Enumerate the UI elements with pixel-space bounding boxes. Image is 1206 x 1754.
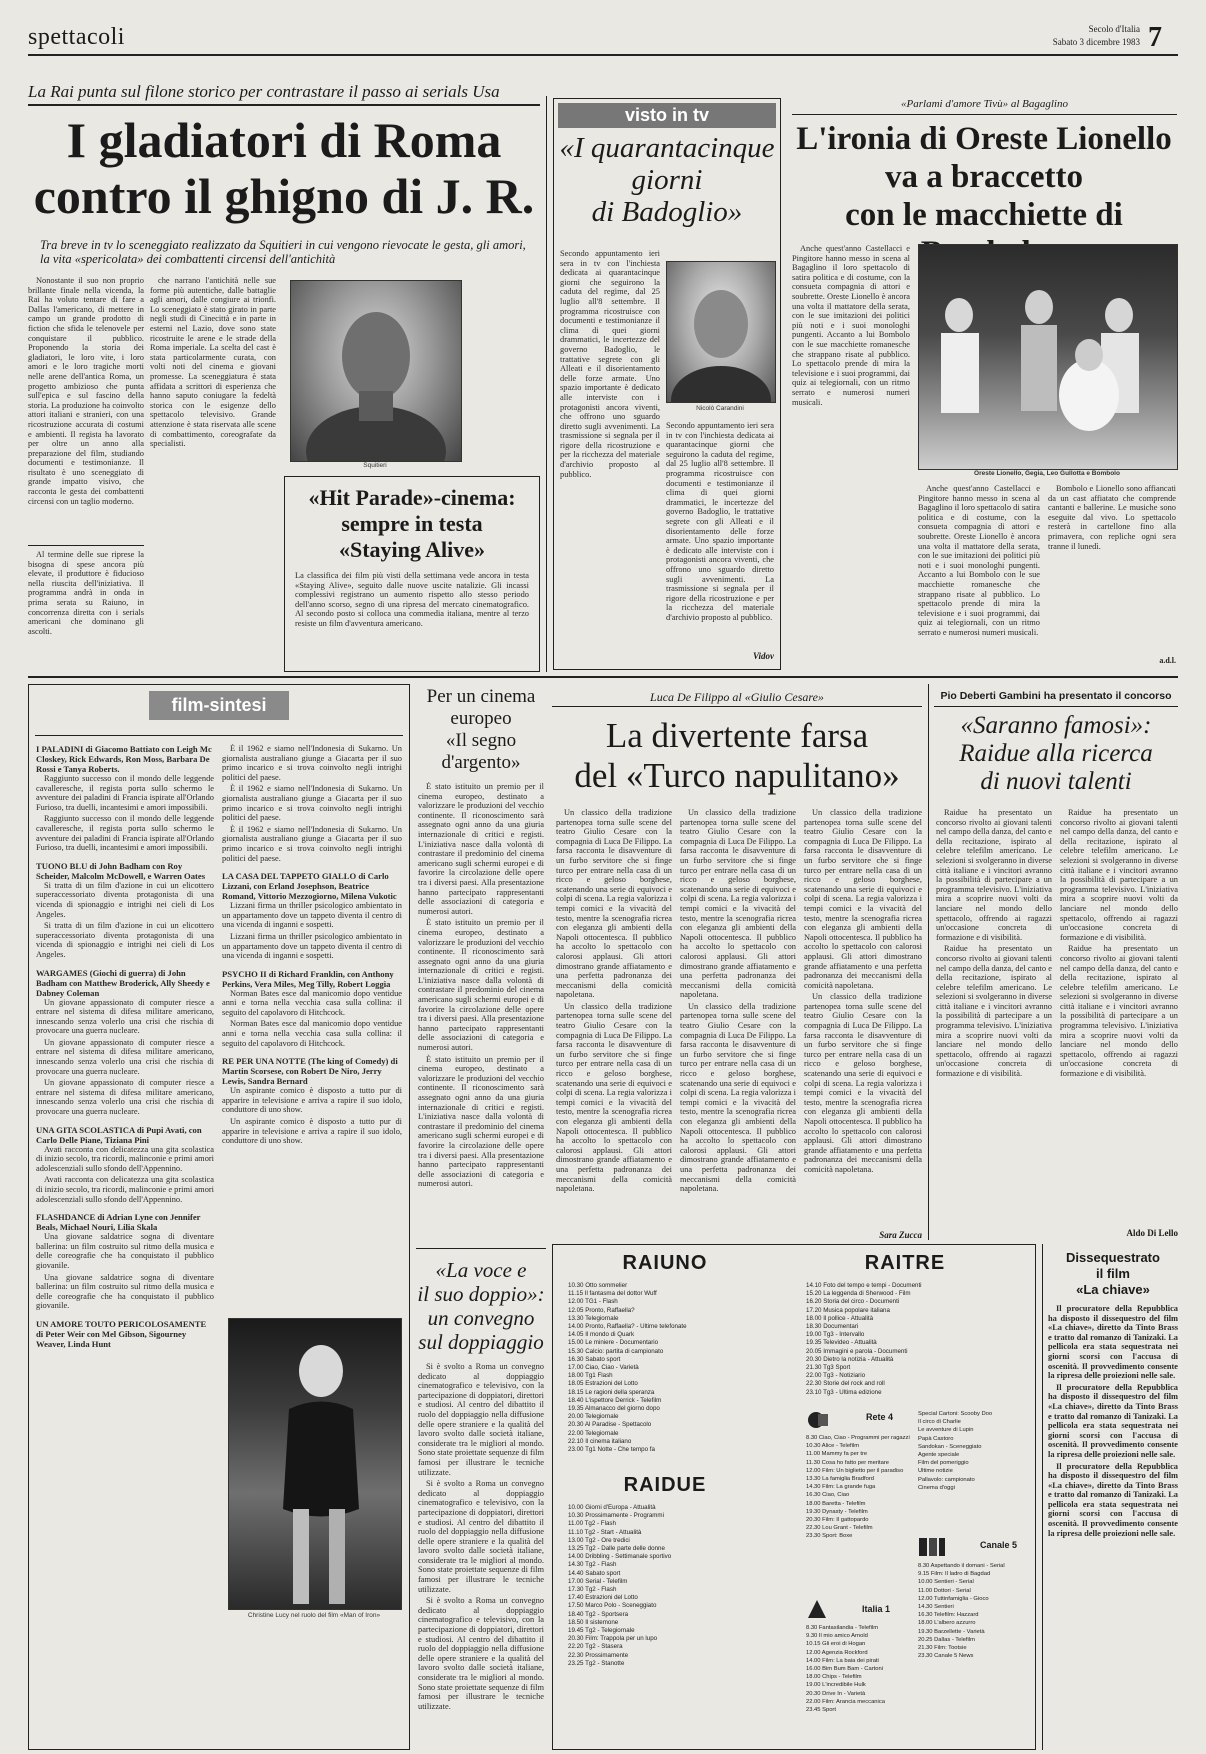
mid-rule: [28, 676, 1178, 678]
famosi-title-line1: «Saranno famosi»:: [960, 712, 1152, 739]
rete4-item: 22.30 Lou Grant - Telefilm: [806, 1525, 873, 1532]
turco-title-line2: del «Turco napulitano»: [574, 756, 900, 795]
film-entry-3-text-c: Un giovane appassionato di computer riesce a entrare nel sistema di difesa militare americano, innescando senza volerlo una crisi che rischia di provocare una guerra nucleare.: [36, 1078, 214, 1117]
canale5-listing: [918, 1562, 1030, 1742]
lead-subtitle: Tra breve in tv lo sceneggiato realizzato da Squitieri in cui vengono rievocate le gesta, gli amori, la vita «spericolata» dei combattenti circensi dell'antichità: [40, 238, 526, 266]
raitre-item: 23.10 Tg3 - Ultima edizione: [806, 1388, 882, 1396]
italia1-item: 22.00 Film: Arancia meccanica: [806, 1698, 885, 1705]
film-entry-7-text-b: È il 1962 e siamo nell'Indonesia di Sukarno. Un giornalista australiano giunge a Giacarta per il suo primo incarico e si trova coinvolto negli intrighi politici del paese.: [222, 784, 402, 823]
film-entry-1: [36, 744, 214, 855]
raidue-item: 14.40 Sabato sport: [568, 1569, 621, 1577]
italia1-item: 9.30 Il mio amico Arnold: [806, 1633, 868, 1640]
raitre-item: 19.00 Tg3 - Intervallo: [806, 1331, 865, 1339]
famosi-col2-text-a: Raidue ha presentato un concorso rivolto ai giovani talenti nel campo della danza, del canto e della recitazione, ispirato al celebre telefilm americano. Le selezioni si svolgeranno in diverse città italiane e i vincitori avranno la possibilità di partecipare a un programma televisivo. L'iniziativa mira a scoprire nuovi volti da lanciare nel mondo dello spettacolo, offrendo ai ragazzi un'occasione concreta di formazione e di visibilità.: [1060, 808, 1178, 942]
famosi-title-line2: Raidue alla ricerca: [959, 740, 1153, 767]
col-rule-c: [1042, 1244, 1043, 1750]
canale5-item: 16.30 Telefilm: Hazzard: [918, 1612, 979, 1619]
raiuno-item: 18.05 Estrazioni del Lotto: [568, 1380, 638, 1388]
filmsintesi-rule: [35, 735, 403, 736]
italia1-item: 10.15 Gli eroi di Hogan: [806, 1641, 866, 1648]
raidue-logo: RAIDUE: [623, 1474, 707, 1496]
film-entry-1-title: I PALADINI di Giacomo Battiato con Leigh Mc Closkey, Rick Edwards, Ron Moss, Barbara De Rossi e Tanya Roberts.: [36, 744, 212, 774]
raitre-item: 20.30 Dietro la notizia - Attualità: [806, 1355, 894, 1363]
tv-title-line3: di Badoglio»: [591, 196, 743, 228]
voce-text-c: Si è svolto a Roma un convegno dedicato al doppiaggio cinematografico e televisivo, con la partecipazione di doppiatori, direttori e studiosi. Al centro del dibattito il ruolo del doppiaggio nella diffusione delle opere straniere e la qualità del lavoro svolto dalle società italiane, considerate tra le migliori al mondo. Sono state proiettate sequenze di film famosi per illustrare le tecniche utilizzate.: [418, 1596, 544, 1711]
film-entry-3: [36, 968, 214, 1119]
hitparade-box: [284, 476, 540, 672]
carandini-photo: [666, 261, 776, 403]
canale5-item: 20.25 Dallas - Telefilm: [918, 1636, 975, 1643]
film-entry-7: [222, 744, 402, 865]
col5-item: Ultime notizie: [918, 1468, 953, 1475]
film-entry-2: [36, 861, 214, 962]
lionello-col1-text: Anche quest'anno Castellacci e Pingitore hanno messo in scena al Bagaglino il loro spettacolo di satira politica e di costume, con la consueta compagnia di attori e soubrette. Oreste Lionello è ancora una volta il mattatore della serata, con le sue imitazioni dei politici più noti e i suoi monologhi pungenti. Accanto a lui Bombolo con le sue macchiette romanesche che strappano risate al pubblico. Lo spettacolo prende di mira la televisione e i suoi programmi, dai quiz ai telegiornali, con un ritmo serrato e numerosi numeri musicali.: [792, 244, 910, 407]
turco-kicker: Luca De Filippo al «Giulio Cesare»: [650, 690, 824, 704]
canale5-label: Canale 5: [980, 1540, 1018, 1550]
lionello-title-line1: L'ironia di Oreste Lionello: [796, 121, 1172, 157]
turco-kicker-rule: [552, 706, 922, 707]
raiuno-item: 15.30 Calcio: partita di campionato: [568, 1347, 664, 1355]
tv-text-left: Secondo appuntamento ieri sera in tv con l'inchiesta dedicata ai quarantacinque giorni che seguirono la caduta del regime, dal 25 luglio all'8 settembre. Il programma ricostruisce con documenti e testimonianze il clima di quei giorni drammatici, le incertezze del governo Badoglio, le trattative segrete con gli Alleati e il disorientamento delle forze armate. Uno spazio importante è dedicato alle interviste con i protagonisti ancora viventi, che offrono uno sguardo diretto sugli avvenimenti. La trasmissione si segnala per il rigore della ricostruzione e per la ricchezza del materiale d'archivio proposto al pubblico.: [560, 249, 660, 479]
lead-kicker: La Rai punta sul filone storico per contrastare il passo ai serials Usa: [28, 82, 500, 101]
rete4-item: 20.30 Film: Il gattopardo: [806, 1517, 869, 1524]
raidue-item: 18.40 Tg2 - Sportsera: [568, 1610, 629, 1618]
film-entry-9-text: Norman Bates esce dal manicomio dopo ventidue anni e torna nella vecchia casa sulla collina: il seguito del capolavoro di Hitchcock.: [222, 988, 402, 1017]
film-entry-5: [36, 1212, 214, 1313]
canale5-item: 9.15 Film: Il ladro di Bagdad: [918, 1571, 991, 1578]
europa-title-line2: europeo: [450, 708, 512, 729]
raiuno-item: 18.15 Le ragioni della speranza: [568, 1388, 655, 1396]
film-entry-6-title: UN AMORE TOUTO PERICOLOSAMENTE di Peter Weir con Mel Gibson, Sigourney Weaver, Linda Hunt: [36, 1318, 207, 1349]
film-entry-10-text-b: Un aspirante comico è disposto a tutto pur di apparire in televisione e arriva a rapire il suo idolo, conduttore di uno show.: [222, 1117, 402, 1146]
lead-col2-text: che narrano l'antichità nelle sue forme più autentiche, dalle battaglie agli amori, dalle congiure ai trionfi. Lo sceneggiato è stato girato in parte negli studi di Cinecittà e in parte in esterni nel Lazio, dove sono state ricostruite le arene e le strade della Roma imperiale. La scelta del cast è stata particolarmente curata, con volti noti del cinema e giovani promesse. La sceneggiatura è stata affidata a scrittori di esperienza che hanno saputo coniugare la fedeltà storica con le esigenze dello spettacolo televisivo. Grande attenzione è stata riservata alle scene di combattimento, coreografate da specialisti.: [150, 276, 276, 449]
raiuno-item: 23.00 Tg1 Notte - Che tempo fa: [568, 1446, 655, 1454]
tv-title-line2: giorni: [631, 164, 703, 196]
film-entry-4: [36, 1125, 214, 1207]
film-entry-5-text-b: Una giovane saldatrice sogna di diventare ballerina: un film costruito sul ritmo della musica e delle coreografie che ha conquistato il pubblico giovanile.: [36, 1272, 214, 1311]
section-title: spettacoli: [28, 24, 125, 50]
italia1-item: 18.00 Chips - Telefilm: [806, 1674, 862, 1681]
rete4-label: Rete 4: [866, 1412, 894, 1422]
turco-col1-text-b: Un classico della tradizione partenopea torna sulle scene del teatro Giulio Cesare con la compagnia di Luca De Filippo. La farsa racconta le disavventure di un furbo servitore che si finge turco per entrare nella casa di un ricco e geloso borghese, scatenando una serie di equivoci e colpi di scena. La regia valorizza i tempi comici e la vivacità del testo, mentre la scenografia ricrea con eleganza gli ambienti della Napoli ottocentesca. Il pubblico ha accolto lo spettacolo con calorosi applausi. Gli attori dimostrano grande affiatamento e una perfetta padronanza dei meccanismi della comicità napoletana.: [556, 1001, 672, 1194]
filmsintesi-col2: [222, 744, 402, 1310]
turco-col2-text-b: Un classico della tradizione partenopea torna sulle scene del teatro Giulio Cesare con la compagnia di Luca De Filippo. La farsa racconta le disavventure di un furbo servitore che si finge turco per entrare nella casa di un ricco e geloso borghese, scatenando una serie di equivoci e colpi di scena. La regia valorizza i tempi comici e la vivacità del testo, mentre la scenografia ricrea con eleganza gli ambienti della Napoli ottocentesca. Il pubblico ha accolto lo spettacolo con calorosi applausi. Gli attori dimostrano grande affiatamento e una perfetta padronanza dei meccanismi della comicità napoletana.: [680, 1001, 796, 1194]
canale5-item: 21.30 Film: Tootsie: [918, 1645, 967, 1652]
raiuno-item: 10.30 Otto sommelier: [568, 1282, 628, 1289]
raitre-item: 19.35 Televideo - Attualità: [806, 1339, 877, 1347]
raidue-item: 17.40 Estrazioni del Lotto: [568, 1594, 638, 1602]
europa-text-c: È stato istituito un premio per il cinema europeo, destinato a valorizzare le produzioni del vecchio continente. Il riconoscimento sarà assegnato ogni anno da una giuria internazionale di critici e registi. L'iniziativa nasce dalla volontà di contrastare il predominio del cinema americano sugli schermi europei e di favorire la circolazione delle opere tra i diversi paesi. Alla presentazione hanno partecipato rappresentanti delle associazioni di categoria e numerosi autori.: [418, 1054, 544, 1189]
hitparade-text: La classifica dei film più visti della settimana vede ancora in testa «Staying Alive», seguito dalle nuove uscite natalizie. Gli incassi complessivi registrano un aumento rispetto allo stesso periodo dell'anno scorso, segno di una ripresa del mercato cinematografico. Al secondo posto si colloca una commedia italiana, mentre al terzo resiste un film d'avventura americano.: [295, 571, 529, 628]
squitieri-photo: [290, 280, 462, 462]
film-entry-4-title: UNA GITA SCOLASTICA di Pupi Avati, con Carlo Delle Piane, Tiziana Pini: [36, 1124, 202, 1145]
turco-col3: [804, 808, 922, 1230]
canale5-item: 11.00 Dottori - Serial: [918, 1587, 971, 1594]
raidue-item: 10.00 Giorni d'Europa - Attualità: [568, 1504, 656, 1511]
chiave-text-a: Il procuratore della Repubblica ha disposto il dissequestro del film «La chiave», diretto da Tinto Brass e tratto dal romanzo di Tanizaki. La pellicola era stata sequestrata nei giorni scorsi con l'accusa di oscenità. Il provvedimento consente la ripresa delle proiezioni nelle sale.: [1048, 1304, 1178, 1381]
rete4-item: 11.00 Mammy fa per tre: [806, 1451, 868, 1458]
europa-title-line4: d'argento»: [441, 752, 521, 773]
raidue-item: 18.50 Il sistemone: [568, 1618, 619, 1626]
col5-item: Special Cartoni: Scooby Doo: [918, 1411, 993, 1417]
lead-column-2: [150, 276, 276, 566]
lionello-kicker-rule: [792, 114, 1177, 115]
lionello-photo: [918, 244, 1178, 470]
film-entry-3-text-b: Un giovane appassionato di computer riesce a entrare nel sistema di difesa militare americano, innescando senza volerlo una crisi che rischia di provocare una guerra nucleare.: [36, 1037, 214, 1076]
canale5-item: 8.30 Aspettando il domani - Serial: [918, 1563, 1005, 1569]
italia1-logo-icon: [806, 1598, 828, 1620]
voce-text-a: Si è svolto a Roma un convegno dedicato al doppiaggio cinematografico e televisivo, con la partecipazione di doppiatori, direttori e studiosi. Al centro del dibattito il ruolo del doppiaggio nella diffusione delle opere straniere e la qualità del lavoro svolto dalle società italiane, considerate tra le migliori al mondo. Sono state proiettate sequenze di film famosi per illustrare le tecniche utilizzate.: [418, 1362, 544, 1477]
raiuno-item: 11.15 Il fantasma del dottor Wuff: [568, 1290, 657, 1298]
famosi-col1-text-a: Raidue ha presentato un concorso rivolto ai giovani talenti nel campo della danza, del canto e della recitazione, ispirato al celebre telefilm americano. Le selezioni si svolgeranno in diverse città italiane e i vincitori avranno la possibilità di partecipare a un programma televisivo. L'iniziativa mira a scoprire nuovi volti da lanciare nel mondo dello spettacolo, offrendo ai ragazzi un'occasione concreta di formazione e di visibilità.: [936, 808, 1052, 942]
lead-col1b-text: Al termine delle sue riprese la bisogna di spese ancora più elevate, il produttore è fiducioso nella riuscita dell'iniziativa. Il programma andrà in onda in prima serata su Raiuno, in concorrenza diretta con i serials americani che dominano gli ascolti.: [28, 550, 144, 636]
lionello-title-line3: con le macchiette di: [845, 197, 1123, 233]
raitre-logo: RAITRE: [864, 1252, 946, 1274]
rete4-item: 8.30 Ciao, Ciao - Programmi per ragazzi: [806, 1435, 910, 1441]
film-entry-4-text-b: Avati racconta con delicatezza una gita scolastica di inizio secolo, tra ricordi, malinconie e primi amori adolescenziali sullo sfondo dell'Appennino.: [36, 1175, 214, 1204]
italia1-item: 14.00 Film: La baia dei pirati: [806, 1657, 879, 1664]
canale5-item: 23.30 Canale 5 News: [918, 1653, 974, 1660]
raitre-item: 18.00 Il pollice - Attualità: [806, 1314, 874, 1322]
famosi-col2-text-b: Raidue ha presentato un concorso rivolto ai giovani talenti nel campo della danza, del canto e della recitazione, ispirato al celebre telefilm americano. Le selezioni si svolgeranno in diverse città italiane e i vincitori avranno la possibilità di partecipare a un programma televisivo. L'iniziativa mira a scoprire nuovi volti da lanciare nel mondo dello spettacolo, offrendo ai ragazzi un'occasione concreta di formazione e di visibilità.: [1060, 944, 1178, 1079]
raidue-item: 14.00 Dribbling - Settimanale sportivo: [568, 1553, 672, 1561]
europa-title-line3: «Il segno: [445, 730, 517, 751]
rete4-item: 10.30 Alice - Telefilm: [806, 1443, 860, 1450]
hitparade-title-line1: «Hit Parade»-cinema:: [308, 485, 516, 510]
tv-text-right: Secondo appuntamento ieri sera in tv con l'inchiesta dedicata ai quarantacinque giorni che seguirono la caduta del regime, dal 25 luglio all'8 settembre. Il programma ricostruisce con documenti e testimonianze il clima di quei giorni drammatici, le incertezze del governo Badoglio, le trattative segrete con gli Alleati e il disorientamento delle forze armate. Uno spazio importante è dedicato alle interviste con i protagonisti ancora viventi, che offrono uno sguardo diretto sugli avvenimenti. La trasmissione si segnala per il rigore della ricostruzione e per la ricchezza del materiale d'archivio proposto al pubblico.: [666, 421, 774, 622]
lead-column-1: [28, 276, 144, 541]
voce-title-line1: «La voce e: [435, 1258, 527, 1282]
turco-col1-text-a: Un classico della tradizione partenopea torna sulle scene del teatro Giulio Cesare con la compagnia di Luca De Filippo. La farsa racconta le disavventure di un furbo servitore che si finge turco per entrare nella casa di un ricco e geloso borghese, scatenando una serie di equivoci e colpi di scena. La regia valorizza i tempi comici e la vivacità del testo, mentre la scenografia ricrea con eleganza gli ambienti della Napoli ottocentesca. Il pubblico ha accolto lo spettacolo con calorosi applausi. Gli attori dimostrano grande affiatamento e una perfetta padronanza dei meccanismi della comicità napoletana.: [556, 808, 672, 1000]
raiuno-item: 16.30 Sabato sport: [568, 1355, 621, 1363]
canale5-item: 12.00 Tuttinfamiglia - Gioco: [918, 1595, 989, 1602]
col5-listing: [918, 1410, 1030, 1530]
raiuno-listing: [568, 1282, 798, 1538]
lead-title-line2: contro il ghigno di J. R.: [33, 168, 535, 224]
raidue-item: 17.30 Tg2 - Flash: [568, 1586, 617, 1594]
col-rule-a: [546, 96, 547, 672]
raitre-item: 15.20 La leggenda di Sherwood - Film: [806, 1290, 911, 1298]
squitieri-caption: Squitieri: [363, 462, 387, 469]
lionello-signature: a.d.l.: [1159, 656, 1176, 665]
film-entry-3-title: WARGAMES (Giochi di guerra) di John Badham con Matthew Broderick, Ally Sheedy e Dabney Coleman: [36, 967, 210, 998]
rete4-logo-icon: [806, 1410, 830, 1430]
carandini-caption: Nicolò Carandini: [696, 405, 744, 412]
europa-bottom-rule: [416, 1248, 546, 1249]
voce-text-b: Si è svolto a Roma un convegno dedicato al doppiaggio cinematografico e televisivo, con la partecipazione di doppiatori, direttori e studiosi. Al centro del dibattito il ruolo del doppiaggio nella diffusione delle opere straniere e la qualità del lavoro svolto dalle società italiane, considerate tra le migliori al mondo. Sono state proiettate sequenze di film famosi per illustrare le tecniche utilizzate.: [418, 1479, 544, 1594]
col5-item: Pallavolo: campionato: [918, 1476, 975, 1483]
canale5-item: 14.30 Sentieri: [918, 1604, 954, 1611]
raitre-item: 22.30 Storie del rock and roll: [806, 1380, 885, 1388]
raitre-listing: [806, 1282, 1028, 1402]
turco-col3-text-a: Un classico della tradizione partenopea torna sulle scene del teatro Giulio Cesare con la compagnia di Luca De Filippo. La farsa racconta le disavventure di un furbo servitore che si finge turco per entrare nella casa di un ricco e geloso borghese, scatenando una serie di equivoci e colpi di scena. La regia valorizza i tempi comici e la vivacità del testo, mentre la scenografia ricrea con eleganza gli ambienti della Napoli ottocentesca. Il pubblico ha accolto lo spettacolo con calorosi applausi. Gli attori dimostrano grande affiatamento e una perfetta padronanza dei meccanismi della comicità napoletana.: [804, 808, 922, 990]
raitre-item: 18.30 Documentari: [806, 1323, 859, 1331]
col5-item: Agente speciale: [918, 1452, 960, 1459]
portrait-silhouette-icon: [667, 262, 775, 402]
lionello-title-line2: va a braccetto: [885, 159, 1083, 195]
chiave-title-line1: Dissequestrato: [1066, 1250, 1160, 1265]
italia1-item: 19.00 L'incredibile Hulk: [806, 1682, 866, 1689]
raiuno-item: 14.05 Il mondo di Quark: [568, 1331, 635, 1339]
film-entry-10-title: RE PER UNA NOTTE (The king of Comedy) di Martin Scorsese, con Robert De Niro, Jerry Lewis, Sandra Bernard: [222, 1056, 398, 1087]
voce-title-line3: un convegno: [427, 1306, 535, 1330]
europa-text-b: È stato istituito un premio per il cinema europeo, destinato a valorizzare le produzioni del vecchio continente. Il riconoscimento sarà assegnato ogni anno da una giuria internazionale di critici e registi. L'iniziativa nasce dalla volontà di contrastare il predominio del cinema americano sugli schermi europei e di favorire la circolazione delle opere tra i diversi paesi. Alla presentazione hanno partecipato rappresentanti delle associazioni di categoria e numerosi autori.: [418, 918, 544, 1053]
italia1-item: 20.30 Drive In - Varietà: [806, 1690, 866, 1697]
film-entry-2-text: Si tratta di un film d'azione in cui un elicottero superaccessoriato diventa protagonista di una vicenda di spionaggio e intrighi nei cieli di Los Angeles.: [36, 880, 214, 919]
tv-box: [553, 98, 781, 670]
col5-item: Le avventure di Lupin: [918, 1427, 974, 1434]
lead-col1-text: Nonostante il suo non proprio brillante finale nella vicenda, la Rai ha voluto tentare di fare a Dallas l'americano, di mettere in campo un grande prodotto di fiction che sfida le telenovele per conquistare il pubblico. Proponendo la storia dei gladiatori, le loro vite, i loro amori e le loro tragiche morti nelle arene dell'antica Roma, un progetto ambizioso che punta sull'epica e sul fascino della storia. La produzione ha coinvolto attori italiani e stranieri, con una ricostruzione accurata di costumi e ambienti. Il regista ha lavorato per oltre un anno alla preparazione del film, studiando documenti e testimonianze. Il risultato è uno sceneggiato di grande impatto visivo, che racconta le gesta dei combattenti circensi con un taglio moderno.: [28, 276, 144, 506]
turco-col2-text-a: Un classico della tradizione partenopea torna sulle scene del teatro Giulio Cesare con la compagnia di Luca De Filippo. La farsa racconta le disavventure di un furbo servitore che si finge turco per entrare nella casa di un ricco e geloso borghese, scatenando una serie di equivoci e colpi di scena. La regia valorizza i tempi comici e la vivacità del testo, mentre la scenografia ricrea con eleganza gli ambienti della Napoli ottocentesca. Il pubblico ha accolto lo spettacolo con calorosi applausi. Gli attori dimostrano grande affiatamento e una perfetta padronanza dei meccanismi della comicità napoletana.: [680, 808, 796, 1000]
europa-text: [418, 782, 544, 1244]
hitparade-title-line2: sempre in testa: [341, 511, 483, 536]
lionello-column-2: [918, 484, 1040, 669]
turco-col3-text-b: Un classico della tradizione partenopea torna sulle scene del teatro Giulio Cesare con la compagnia di Luca De Filippo. La farsa racconta le disavventure di un furbo servitore che si finge turco per entrare nella casa di un ricco e geloso borghese, scatenando una serie di equivoci e colpi di scena. La regia valorizza i tempi comici e la vivacità del testo, mentre la scenografia ricrea con eleganza gli ambienti della Napoli ottocentesca. Il pubblico ha accolto lo spettacolo con calorosi applausi. Gli attori dimostrano grande affiatamento e una perfetta padronanza dei meccanismi della comicità napoletana.: [804, 992, 922, 1174]
canale5-logo-icon: [918, 1536, 946, 1558]
film-entry-5-title: FLASHDANCE di Adrian Lyne con Jennifer Beals, Michael Nouri, Lilia Skala: [36, 1212, 201, 1233]
chiave-text-b: Il procuratore della Repubblica ha disposto il dissequestro del film «La chiave», diretto da Tinto Brass e tratto dal romanzo di Tanizaki. La pellicola era stata sequestrata nei giorni scorsi con l'accusa di oscenità. Il provvedimento consente la ripresa delle proiezioni nelle sale.: [1048, 1382, 1178, 1459]
chiave-title-line2: il film: [1096, 1266, 1130, 1281]
col5-item: Sandokan - Sceneggiato: [918, 1443, 982, 1450]
turco-col2: [680, 808, 796, 1238]
rete4-item: 11.30 Cosa ho fatto per meritare: [806, 1459, 890, 1466]
col5-item: Cinema d'oggi: [918, 1484, 955, 1491]
lead-column-1b: [28, 550, 144, 670]
turco-col1: [556, 808, 672, 1238]
raidue-item: 17.50 Marco Polo - Sceneggiato: [568, 1602, 657, 1610]
lionello-column-1: [792, 244, 910, 669]
raidue-item: 19.45 Tg2 - Telegiornale: [568, 1627, 635, 1635]
italia1-item: 12.00 Agenzia Rockford: [806, 1649, 868, 1656]
italia1-item: 16.00 Bim Bum Bam - Cartoni: [806, 1666, 883, 1673]
italia1-listing: [806, 1624, 910, 1742]
header-rule: [28, 54, 1178, 56]
raidue-item: 14.30 Tg2 - Flash: [568, 1561, 617, 1569]
famosi-signature: Aldo Di Lello: [1126, 1228, 1178, 1238]
film-entry-8-text: Lizzani firma un thriller psicologico ambientato in un appartamento dove un tappeto diventa il centro di una vicenda di inganni e sospetti.: [222, 901, 402, 930]
lionello-column-3: [1048, 484, 1176, 649]
film-entry-7-text: È il 1962 e siamo nell'Indonesia di Sukarno. Un giornalista australiano giunge a Giacarta per il suo primo incarico e si trova coinvolto negli intrighi politici del paese.: [222, 744, 402, 782]
film-entry-5-text: Una giovane saldatrice sogna di diventare ballerina: un film costruito sul ritmo della musica e delle coreografie che ha conquistato il pubblico giovanile.: [36, 1232, 214, 1270]
turco-title-line1: La divertente farsa: [605, 716, 869, 755]
film-entry-2-title: TUONO BLU di John Badham con Roy Scheider, Malcolm McDowell, e Warren Oates: [36, 860, 206, 881]
raitre-item: 14.10 Foto del tempo e tempi - Documenti: [806, 1282, 922, 1289]
lead-inner-rule: [28, 545, 144, 546]
canale5-item: 18.00 L'albero azzurro: [918, 1620, 976, 1627]
filmsintesi-banner: film-sintesi: [149, 691, 289, 720]
canale5-emblem-icon: [918, 1536, 946, 1558]
europa-title-line1: Per un cinema: [426, 686, 536, 707]
famosi-title-line3: di nuovi talenti: [980, 768, 1132, 795]
raitre-item: 20.05 Immagini e parola - Documenti: [806, 1347, 908, 1355]
europa-text-a: È stato istituito un premio per il cinema europeo, destinato a valorizzare le produzioni del vecchio continente. Il riconoscimento sarà assegnato ogni anno da una giuria internazionale di critici e registi. L'iniziativa nasce dalla volontà di contrastare il predominio del cinema americano sugli schermi europei e di favorire la circolazione delle opere tra i diversi paesi. Alla presentazione hanno partecipato rappresentanti delle associazioni di categoria e numerosi autori.: [418, 782, 544, 916]
raidue-item: 13.00 Tg2 - Ore tredici: [568, 1536, 630, 1544]
famosi-kicker: Pio Deberti Gambini ha presentato il concorso: [940, 690, 1172, 702]
rete4-item: 12.00 Film: Un biglietto per il paradiso: [806, 1467, 904, 1474]
filmsintesi-col1: [36, 744, 214, 1744]
raiuno-item: 22.00 Telegiornale: [568, 1429, 619, 1437]
raiuno-logo: RAIUNO: [622, 1252, 708, 1274]
lead-kicker-underline: [28, 104, 540, 106]
raiuno-item: 18.40 L'ispettore Derrick - Telefilm: [568, 1396, 662, 1404]
voce-title-line4: sul doppiaggio: [418, 1330, 544, 1354]
voce-text: [418, 1362, 544, 1744]
film-entry-10: [222, 1056, 402, 1148]
rete4-emblem-icon: [806, 1410, 830, 1430]
hitparade-title-line3: «Staying Alive»: [338, 537, 486, 562]
raidue-listing: [568, 1504, 798, 1744]
italia1-item: 23.45 Sport: [806, 1707, 836, 1714]
chiave-text: [1048, 1304, 1178, 1744]
raitre-item: 16.20 Storia del circo - Documenti: [806, 1298, 900, 1306]
actress-figure-icon: [229, 1319, 401, 1609]
film-entry-8-title: LA CASA DEL TAPPETO GIALLO di Carlo Lizzani, con Erland Josephson, Beatrice Romand, Vittorio Mezzogiorno, Milena Vukotic: [222, 871, 397, 902]
rete4-item: 18.00 Baretta - Telefilm: [806, 1500, 866, 1507]
famosi-col2: [1060, 808, 1178, 1226]
raidue-item: 22.20 Tg2 - Stasera: [568, 1643, 623, 1651]
paper-name: Secolo d'Italia: [1088, 24, 1140, 34]
portrait-silhouette-icon: [291, 281, 461, 461]
tv-signature: Vidov: [752, 651, 774, 661]
raitre-item: 21.30 Tg3 Sport: [806, 1364, 851, 1372]
film-entry-8: [222, 871, 402, 963]
lionello-caption: Oreste Lionello, Gegia, Leo Gullotta e Bombolo: [974, 470, 1120, 477]
rete4-item: 16.30 Ciao, Ciao: [806, 1492, 850, 1499]
tv-title-line1: «I quarantacinque: [559, 132, 775, 164]
cast-group-icon: [919, 245, 1177, 469]
raidue-item: 22.30 Prossimamente: [568, 1651, 629, 1659]
chiave-title-line3: «La chiave»: [1076, 1282, 1150, 1297]
lionello-col2-text: Anche quest'anno Castellacci e Pingitore hanno messo in scena al Bagaglino il loro spettacolo di satira politica e di costume, con la consueta compagnia di attori e soubrette. Oreste Lionello è ancora una volta il mattatore della serata, con le sue imitazioni dei politici più noti e i suoi monologhi pungenti. Accanto a lui Bombolo con le sue macchiette romanesche che strappano risate al pubblico. Lo spettacolo prende di mira la televisione e i suoi programmi, dai quiz ai telegiornali, con un ritmo serrato e numerosi numeri musicali.: [918, 484, 1040, 637]
film-entry-10-text: Un aspirante comico è disposto a tutto pur di apparire in televisione e arriva a rapire il suo idolo, conduttore di uno show.: [222, 1086, 402, 1115]
italia1-label: Italia 1: [862, 1604, 891, 1614]
famosi-col1-text-b: Raidue ha presentato un concorso rivolto ai giovani talenti nel campo della danza, del canto e della recitazione, ispirato al celebre telefilm americano. Le selezioni si svolgeranno in diverse città italiane e i vincitori avranno la possibilità di partecipare a un programma televisivo. L'iniziativa mira a scoprire nuovi volti da lanciare nel mondo dello spettacolo, offrendo ai ragazzi un'occasione concreta di formazione e di visibilità.: [936, 944, 1052, 1079]
film-entry-2-text-b: Si tratta di un film d'azione in cui un elicottero superaccessoriato diventa protagonista di una vicenda di spionaggio e intrighi nei cieli di Los Angeles.: [36, 921, 214, 959]
film-entry-4-text: Avati racconta con delicatezza una gita scolastica di inizio secolo, tra ricordi, malinconie e primi amori adolescenziali sullo sfondo dell'Appennino.: [36, 1144, 214, 1173]
film-entry-7-text-c: È il 1962 e siamo nell'Indonesia di Sukarno. Un giornalista australiano giunge a Giacarta per il suo primo incarico e si trova coinvolto negli intrighi politici del paese.: [222, 824, 402, 863]
italia1-item: 8.30 Fantasilandia - Telefilm: [806, 1625, 879, 1631]
raidue-item: 17.00 Serial - Telefilm: [568, 1577, 628, 1585]
col-rule-b: [928, 684, 929, 1240]
raiuno-item: 19.35 Almanacco del giorno dopo: [568, 1405, 660, 1413]
rete4-item: 19.30 Dynasty - Telefilm: [806, 1508, 868, 1515]
lionello-kicker: «Parlami d'amore Tivù» al Bagaglino: [901, 98, 1068, 110]
film-entry-9-title: PSYCHO II di Richard Franklin, con Anthony Perkins, Vera Miles, Meg Tilly, Robert Loggia: [222, 968, 394, 989]
rete4-item: 14.30 Film: La grande fuga: [806, 1484, 876, 1491]
film-entry-9-text-b: Norman Bates esce dal manicomio dopo ventidue anni e torna nella vecchia casa sulla collina: il seguito del capolavoro di Hitchcock.: [222, 1019, 402, 1048]
canale5-item: 10.00 Sentieri - Serial: [918, 1579, 974, 1586]
turco-signature: Sara Zucca: [879, 1230, 922, 1240]
raiuno-item: 13.30 Telegiornale: [568, 1314, 619, 1322]
raidue-item: 23.25 Tg2 - Stanotte: [568, 1659, 625, 1667]
voce-title-line2: il suo doppio»:: [417, 1282, 545, 1306]
page-number: 7: [1148, 22, 1162, 53]
chiave-text-c: Il procuratore della Repubblica ha disposto il dissequestro del film «La chiave», diretto da Tinto Brass e tratto dal romanzo di Tanizaki. La pellicola era stata sequestrata nei giorni scorsi con l'accusa di oscenità. Il provvedimento consente la ripresa delle proiezioni nelle sale.: [1048, 1461, 1178, 1538]
film-entry-6: [36, 1319, 214, 1349]
raiuno-item: 20.00 Telegiornale: [568, 1413, 619, 1421]
raidue-item: 11.00 Tg2 - Flash: [568, 1520, 616, 1528]
raiuno-item: 18.00 Tg1 Flash: [568, 1372, 613, 1380]
film-entry-9: [222, 969, 402, 1051]
tv-kicker: visto in tv: [558, 103, 776, 128]
actress-caption: Christine Lucy nel ruolo del film «Man of Iron»: [247, 1612, 381, 1619]
raidue-item: 20.30 Film: Trappola per un lupo: [568, 1635, 658, 1643]
actress-photo: [228, 1318, 402, 1610]
famosi-kicker-rule: [934, 706, 1178, 707]
italia1-emblem-icon: [806, 1598, 828, 1620]
raiuno-item: 12.00 TG1 - Flash: [568, 1298, 618, 1306]
raiuno-item: 22.10 Il cinema italiano: [568, 1437, 632, 1445]
famosi-col1: [936, 808, 1052, 1238]
raiuno-item: 17.00 Ciao, Ciao - Varietà: [568, 1364, 639, 1372]
raiuno-item: 20.30 Al Paradise - Spettacolo: [568, 1421, 652, 1429]
film-entry-1-text-b: Raggiunto successo con il mondo delle leggende cavalleresche, il regista porta sullo schermo le avventure dei paladini di Francia ispirate all'Orlando Furioso, tra duelli, incantesimi e amori impossibili.: [36, 814, 214, 853]
col5-item: Papà Castoro: [918, 1435, 954, 1442]
raidue-item: 11.10 Tg2 - Start - Attualità: [568, 1528, 642, 1536]
issue-date: Sabato 3 dicembre 1983: [1052, 37, 1140, 47]
col5-item: Film del pomeriggio: [918, 1460, 969, 1467]
raiuno-item: 15.00 Le miniere - Documentario: [568, 1339, 659, 1347]
lionello-col3-text: Bombolo e Lionello sono affiancati da un cast affiatato che comprende cantanti e ballerine. Le musiche sono eseguite dal vivo. Lo spettacolo resterà in cartellone fino alla primavera, con repliche ogni sera tranne il lunedì.: [1048, 484, 1176, 551]
raidue-item: 13.25 Tg2 - Dalle parte delle donne: [568, 1545, 665, 1553]
col5-item: Il circo di Charlie: [918, 1419, 961, 1426]
raidue-item: 10.30 Prossimamente - Programmi: [568, 1512, 664, 1520]
film-entry-8-text-b: Lizzani firma un thriller psicologico ambientato in un appartamento dove un tappeto diventa il centro di una vicenda di inganni e sospetti.: [222, 931, 402, 961]
raiuno-item: 12.05 Pronto, Raffaella?: [568, 1306, 635, 1314]
film-entry-3-text: Un giovane appassionato di computer riesce a entrare nel sistema di difesa militare americano, innescando senza volerlo una crisi che rischia di provocare una guerra nucleare.: [36, 997, 214, 1036]
raitre-item: 22.00 Tg3 - Notiziario: [806, 1372, 866, 1380]
canale5-item: 19.30 Barzellette - Varietà: [918, 1628, 985, 1635]
rete4-item: 23.30 Sport: Boxe: [806, 1533, 853, 1540]
lead-title-line1: I gladiatori di Roma: [66, 112, 502, 168]
rete4-item: 13.30 La famiglia Bradford: [806, 1476, 874, 1483]
raiuno-item: 14.00 Pronto, Raffaella? - Ultime telefonate: [568, 1323, 687, 1331]
raitre-item: 17.20 Musica popolare italiana: [806, 1306, 890, 1314]
film-entry-1-text: Raggiunto successo con il mondo delle leggende cavalleresche, il regista porta sullo schermo le avventure dei paladini di Francia ispirate all'Orlando Furioso, tra duelli, incantesimi e amori impossibili.: [36, 774, 214, 812]
